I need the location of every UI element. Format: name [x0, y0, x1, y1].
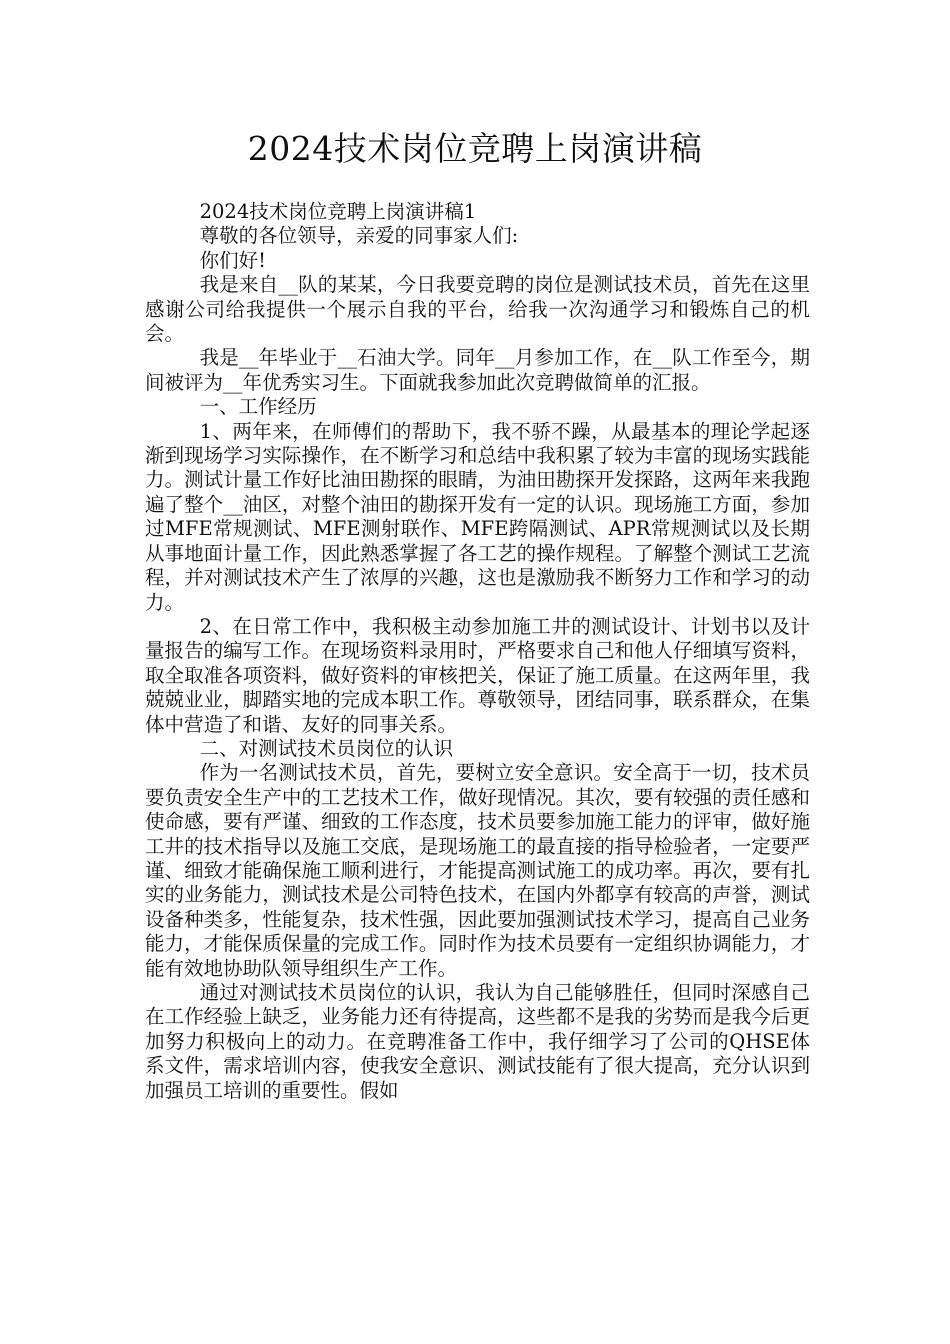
paragraph-role-understanding: 作为一名测试技术员，首先，要树立安全意识。安全高于一切，技术员要负责安全生产中的工艺技术工作，做好现情况。其次，要有较强的责任感和使命感，要有严谨、细致的工作态度，技术员要参加施工能力的评审，做好施工井的技术指导以及施工交底，是现场施工的最直接的指导检验者，一定要严谨、细致才能确保施工顺利进行，才能提高测试施工的成功率。再次，要有扎实的业务能力，测试技术是公司特色技术，在国内外都享有较高的声誉，测试设备种类多，性能复杂，技术性强，因此要加强测试技术学习，提高自己业务能力，才能保质保量的完成工作。同时作为技术员要有一定组织协调能力，才能有效地协助队领导组织生产工作。: [145, 761, 810, 980]
paragraph-experience-2: 2、在日常工作中，我积极主动参加施工井的测试设计、计划书以及计量报告的编写工作。在现场资料录用时，严格要求自己和他人仔细填写资料，取全取准各项资料，做好资料的审核把关，保证了施工质量。在这两年里，我兢兢业业，脚踏实地的完成本职工作。尊敬领导，团结同事，联系群众，在集体中营造了和谐、友好的同事关系。: [145, 614, 810, 736]
document-body: [145, 200, 810, 1103]
paragraph-greeting: 你们好!: [199, 248, 266, 272]
paragraph-salutation: 尊敬的各位领导，亲爱的同事家人们:: [199, 224, 519, 248]
section-heading-role-understanding: 二、对测试技术员岗位的认识: [199, 736, 454, 760]
paragraph-self-assessment: 通过对测试技术员岗位的认识，我认为自己能够胜任，但同时深感自己在工作经验上缺乏，业务能力还有待提高，这些都不是我的劣势而是我今后更加努力积极向上的动力。在竞聘准备工作中，我仔细学习了公司的QHSE体系文件，需求培训内容，使我安全意识、测试技能有了很大提高，充分认识到加强员工培训的重要性。假如: [145, 981, 810, 1102]
paragraph-background: 我是__年毕业于__石油大学。同年__月参加工作，在__队工作至今，期间被评为__年优秀实习生。下面就我参加此次竞聘做简单的汇报。: [145, 346, 810, 394]
paragraph-introduction: 我是来自__队的某某，今日我要竞聘的岗位是测试技术员，首先在这里感谢公司给我提供一个展示自我的平台，给我一次沟通学习和锻炼自己的机会。: [145, 273, 810, 346]
section-heading-work-experience: 一、工作经历: [199, 395, 317, 419]
paragraph-experience-1: 1、两年来，在师傅们的帮助下，我不骄不躁，从最基本的理论学起逐渐到现场学习实际操作，在不断学习和总结中我积累了较为丰富的现场实践能力。测试计量工作好比油田勘探的眼睛，为油田勘探开发探路，这两年来我跑遍了整个__油区，对整个油田的勘探开发有一定的认识。现场施工方面，参加过MFE常规测试、MFE测射联作、MFE跨隔测试、APR常规测试以及长期从事地面计量工作，因此熟悉掌握了各工艺的操作规程。了解整个测试工艺流程，并对测试技术产生了浓厚的兴趣，这也是激励我不断努力工作和学习的动力。: [145, 419, 810, 614]
paragraph-subtitle: 2024技术岗位竞聘上岗演讲稿1: [199, 200, 477, 223]
document-title: 2024技术岗位竞聘上岗演讲稿: [247, 129, 703, 168]
